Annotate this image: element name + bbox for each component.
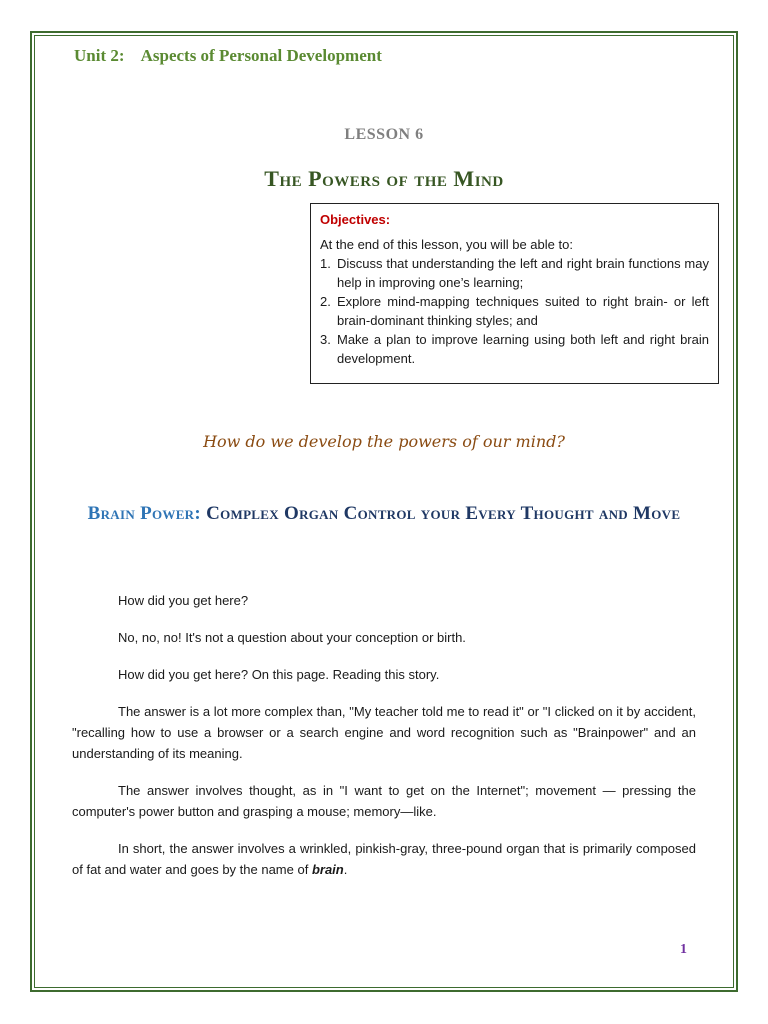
objectives-box [310, 203, 719, 384]
objective-text: Discuss that understanding the left and right brain functions may help in improving one’s learning; [337, 256, 709, 290]
paragraph-last [72, 838, 696, 880]
objective-number: 3. [320, 332, 331, 347]
objectives-heading: Objectives: [320, 212, 391, 227]
objectives-list [320, 254, 709, 368]
paragraph-last-text: In short, the answer involves a wrinkled, pinkish-gray, three-pound organ that is primarily composed of fat and water and goes by the name of [72, 841, 696, 877]
paragraph: How did you get here? On this page. Reading this story. [118, 667, 440, 682]
paragraph: How did you get here? [118, 593, 249, 608]
unit-header [74, 46, 382, 66]
objective-item [320, 330, 709, 368]
objectives-intro: At the end of this lesson, you will be able to: [320, 237, 573, 252]
paragraph: The answer involves thought, as in "I want to get on the Internet"; movement — pressing the computer's power button and grasping a mouse; memory—like. [72, 783, 696, 819]
objective-number: 2. [320, 294, 331, 309]
page-number: 1 [680, 942, 687, 957]
paragraph-last-end: . [343, 862, 348, 877]
section-heading-lead: Brain Power: [87, 503, 201, 524]
unit-title: Aspects of Personal Development [140, 46, 382, 65]
objective-text: Explore mind-mapping techniques suited to right brain- or left brain-dominant thinking styles; and [337, 294, 709, 328]
paragraph: The answer is a lot more complex than, "My teacher told me to read it" or "I clicked on it by accident, "recalling how to use a browser or a search engine and word recognition such as "Brainpower" and an understanding of its meaning. [72, 704, 696, 761]
paragraph: No, no, no! It's not a question about your conception or birth. [118, 630, 466, 645]
story-body [72, 590, 696, 896]
objective-number: 1. [320, 256, 331, 271]
guiding-question: How do we develop the powers of our mind? [203, 432, 565, 451]
lesson-title: The Powers of the Mind [264, 166, 504, 191]
emphasis-brain: brain [311, 862, 344, 877]
lesson-number: LESSON 6 [344, 126, 424, 143]
objective-text: Make a plan to improve learning using both left and right brain development. [337, 332, 709, 366]
section-heading-rest: Complex Organ Control your Every Thought and Move [206, 503, 681, 524]
unit-label: Unit 2: [74, 46, 125, 65]
objective-item [320, 292, 709, 330]
objective-item [320, 254, 709, 292]
section-heading [60, 500, 708, 528]
